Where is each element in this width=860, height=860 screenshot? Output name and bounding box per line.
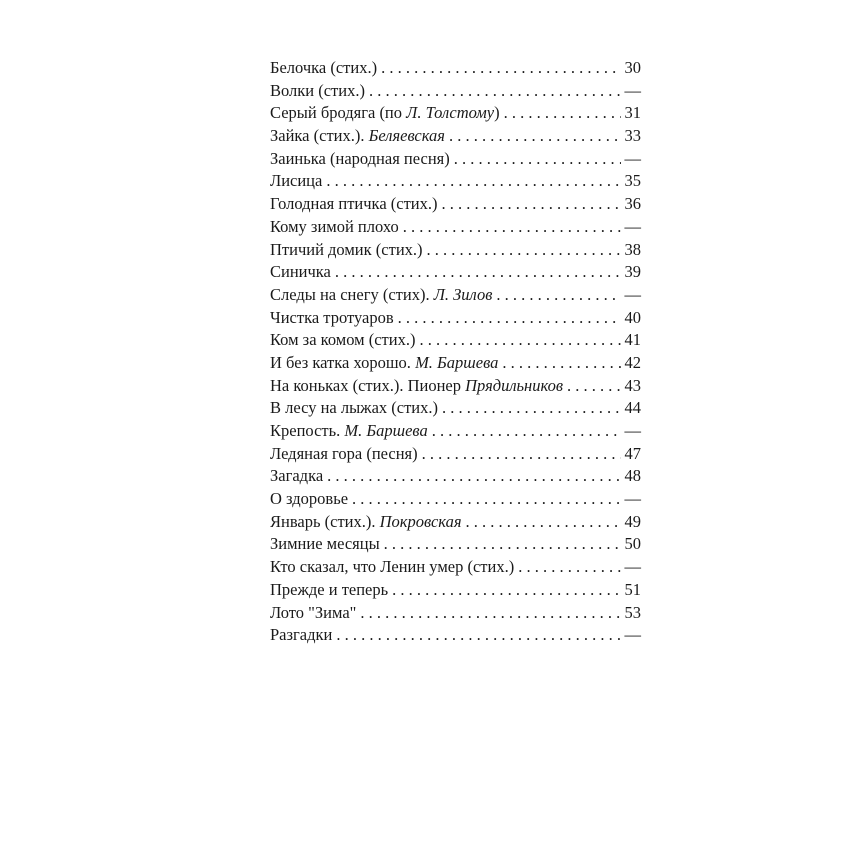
dot-leader — [336, 624, 620, 647]
toc-entry — [270, 624, 641, 647]
toc-entry-page: 38 — [624, 239, 641, 259]
dot-leader — [449, 125, 621, 148]
toc-entry — [270, 102, 641, 125]
dot-leader — [496, 284, 620, 307]
toc-entry-title — [270, 216, 399, 239]
toc-entry — [270, 511, 641, 534]
toc-entry-page: 33 — [624, 126, 641, 146]
dot-leader — [427, 239, 621, 262]
toc-entry-title — [270, 488, 348, 511]
toc-entry-author: М. Баршева — [344, 421, 428, 440]
toc-entry-title — [270, 556, 514, 579]
toc-entry — [270, 488, 641, 511]
toc-entry — [270, 307, 641, 330]
toc-entry-author: Л. Толстому — [406, 103, 495, 123]
toc-entry — [270, 80, 641, 103]
toc-entry-text: Разгадки — [270, 625, 333, 645]
toc-entry-title — [270, 602, 356, 625]
toc-entry-text: Серый бродяга (по — [270, 103, 407, 123]
toc-entry-page: 50 — [624, 534, 641, 554]
toc-entry-page: 53 — [624, 602, 641, 622]
toc-entry-title — [270, 375, 563, 398]
toc-entry-author: Покровская — [379, 511, 462, 531]
toc-entry-text: Синичка — [270, 262, 331, 282]
toc-entry — [270, 170, 641, 193]
dot-leader — [442, 397, 620, 420]
dot-leader — [502, 352, 620, 375]
toc-entry-page: 48 — [624, 466, 641, 486]
toc-entry — [270, 375, 641, 398]
toc-entry-title — [270, 102, 500, 125]
dot-leader — [360, 602, 620, 625]
toc-entry-text: Ком за комом (стих.) — [270, 330, 416, 350]
toc-entry-text: Крепость. — [270, 421, 345, 440]
toc-entry-text: ) — [494, 103, 500, 123]
toc-entry-title — [270, 80, 365, 103]
toc-entry-text: Лото "Зима" — [270, 602, 357, 622]
table-of-contents — [270, 57, 641, 647]
toc-entry-title — [270, 329, 415, 352]
toc-entry-page: 30 — [624, 58, 641, 77]
toc-entry — [270, 602, 641, 625]
toc-entry-text: Прежде и теперь — [270, 579, 389, 599]
toc-entry-page: 51 — [624, 579, 641, 599]
dot-leader — [504, 102, 621, 125]
toc-entry-page: — — [624, 148, 641, 168]
toc-entry-title — [270, 239, 423, 262]
toc-entry-text: Белочка (стих.) — [270, 58, 378, 77]
toc-entry-text: И без катка хорошо. — [270, 352, 416, 372]
dot-leader — [422, 443, 621, 466]
dot-leader — [327, 465, 620, 488]
toc-entry-title — [270, 533, 380, 556]
toc-entry-title — [270, 579, 388, 602]
dot-leader — [518, 556, 620, 579]
toc-entry-page: — — [624, 557, 641, 577]
toc-entry-title — [270, 624, 332, 647]
toc-entry — [270, 443, 641, 466]
toc-entry-page: 40 — [624, 307, 641, 327]
toc-entry-title — [270, 261, 331, 284]
toc-entry — [270, 125, 641, 148]
dot-leader — [419, 329, 620, 352]
toc-entry-title — [270, 465, 323, 488]
dot-leader — [466, 511, 621, 534]
toc-entry-text: Лисица — [270, 171, 323, 191]
toc-entry-title — [270, 443, 418, 466]
toc-entry-title — [270, 352, 498, 375]
toc-entry-text: Заинька (народная песня) — [270, 148, 450, 168]
toc-entry-title — [270, 307, 394, 330]
dot-leader — [442, 193, 621, 216]
dot-leader — [384, 533, 621, 556]
toc-entry-author: Беляевская — [368, 126, 445, 146]
toc-entry — [270, 579, 641, 602]
dot-leader — [352, 488, 620, 511]
toc-entry-page: — — [624, 80, 641, 100]
toc-entry-title — [270, 284, 492, 307]
toc-entry-page: 36 — [624, 194, 641, 214]
toc-entry-text: Птичий домик (стих.) — [270, 239, 423, 259]
toc-entry-page: — — [624, 284, 641, 304]
toc-entry-text: О здоровье — [270, 489, 349, 509]
toc-entry — [270, 216, 641, 239]
toc-entry-title — [270, 148, 450, 171]
toc-entry — [270, 239, 641, 262]
toc-entry-text: Следы на снегу (стих). — [270, 284, 434, 304]
toc-entry-page: 49 — [624, 511, 641, 531]
dot-leader — [454, 148, 621, 171]
dot-leader — [432, 420, 621, 443]
toc-entry-title — [270, 170, 322, 193]
toc-entry-text: Чистка тротуаров — [270, 307, 394, 327]
dot-leader — [567, 375, 621, 398]
toc-entry-page: — — [624, 489, 641, 509]
dot-leader — [335, 261, 621, 284]
toc-entry-text: В лесу на лыжах (стих.) — [270, 398, 439, 418]
toc-entry-page: — — [624, 421, 641, 440]
toc-entry-page: 43 — [624, 375, 641, 395]
toc-entry-title — [270, 420, 428, 443]
dot-leader — [326, 170, 620, 193]
toc-entry-page: 31 — [624, 103, 641, 123]
toc-entry-text: Январь (стих.). — [270, 511, 380, 531]
toc-entry-title — [270, 511, 462, 534]
toc-entry — [270, 57, 641, 80]
toc-entry — [270, 261, 641, 284]
toc-entry-text: На коньках (стих.). Пионер — [270, 375, 466, 395]
toc-entry-author: М. Баршева — [415, 352, 499, 372]
dot-leader — [398, 307, 621, 330]
toc-entry-title — [270, 57, 377, 80]
toc-entry-page: — — [624, 216, 641, 236]
toc-entry-text: Зимние месяцы — [270, 534, 380, 554]
toc-entry-page: — — [624, 625, 641, 645]
toc-entry-title — [270, 193, 438, 216]
toc-entry — [270, 284, 641, 307]
toc-entry — [270, 329, 641, 352]
toc-entry — [270, 193, 641, 216]
toc-entry-text: Голодная птичка (стих.) — [270, 194, 438, 214]
dot-leader — [381, 57, 620, 80]
toc-entry-page: 35 — [624, 171, 641, 191]
toc-entry-text: Кто сказал, что Ленин умер (стих.) — [270, 557, 515, 577]
toc-entry-page: 41 — [624, 330, 641, 350]
toc-entry-text: Зайка (стих.). — [270, 126, 369, 146]
toc-entry-text: Кому зимой плохо — [270, 216, 399, 236]
toc-entry-page: 42 — [624, 352, 641, 372]
toc-entry — [270, 352, 641, 375]
toc-entry-page: 39 — [624, 262, 641, 282]
toc-entry-text: Загадка — [270, 466, 324, 486]
toc-entry — [270, 465, 641, 488]
toc-entry-text: Ледяная гора (песня) — [270, 443, 418, 463]
dot-leader — [392, 579, 620, 602]
toc-entry-title — [270, 397, 438, 420]
toc-entry-author: Л. Зилов — [433, 284, 493, 304]
toc-entry-page: 47 — [624, 443, 641, 463]
toc-entry — [270, 148, 641, 171]
toc-entry-page: 44 — [624, 398, 641, 418]
toc-entry-text: Волки (стих.) — [270, 80, 365, 100]
toc-entry — [270, 556, 641, 579]
toc-entry — [270, 533, 641, 556]
toc-entry — [270, 420, 641, 443]
dot-leader — [403, 216, 621, 239]
dot-leader — [369, 80, 621, 103]
toc-entry — [270, 397, 641, 420]
toc-entry-author: Прядильников — [465, 375, 563, 395]
toc-entry-title — [270, 125, 445, 148]
